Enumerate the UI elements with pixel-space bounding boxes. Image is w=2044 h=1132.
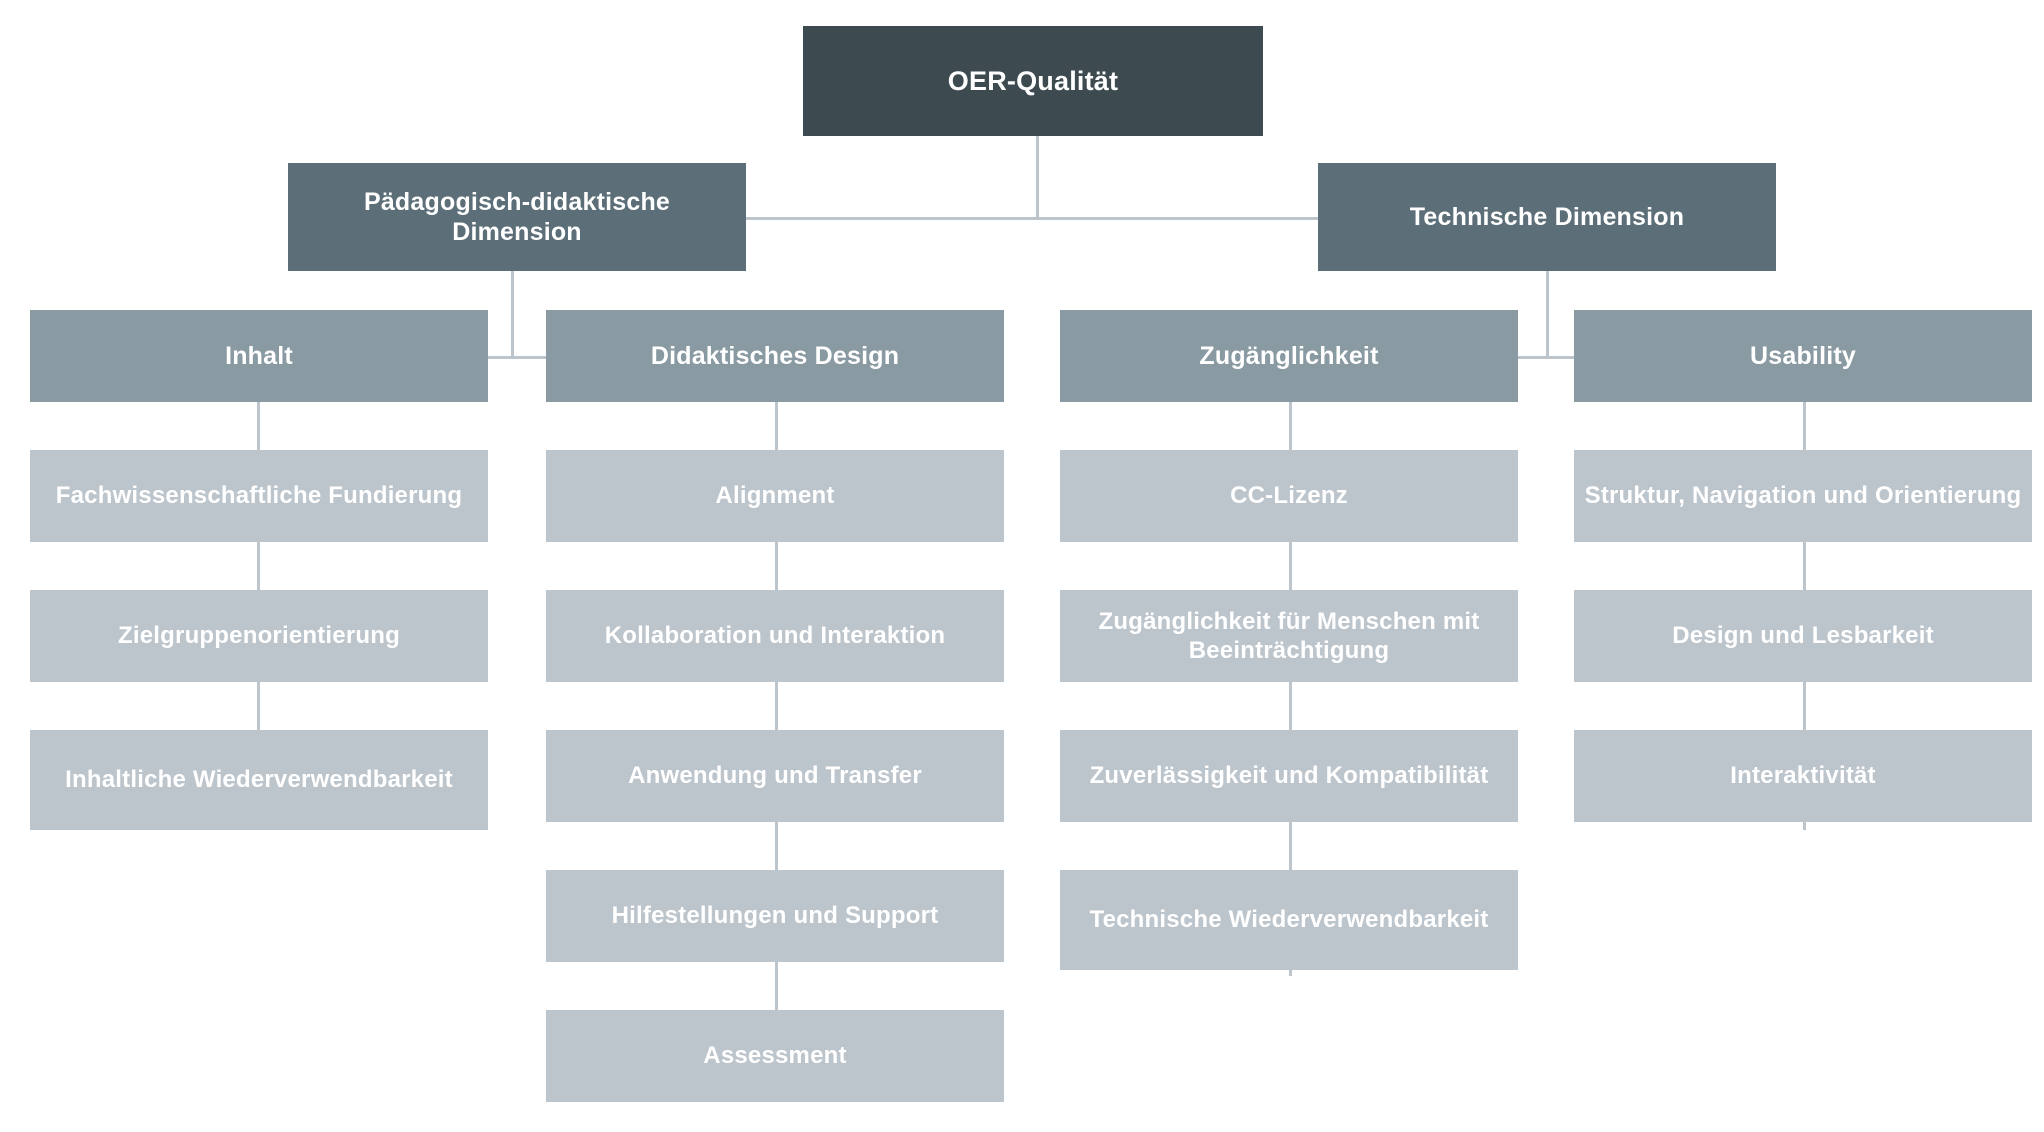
node-didactic-item-5: Assessment [546, 1010, 1004, 1102]
node-usability-item-1: Struktur, Navigation und Orientierung [1574, 450, 2032, 542]
node-usability-item-3: Interaktivität [1574, 730, 2032, 822]
node-root: OER-Qualität [803, 26, 1263, 136]
node-accessibility-item-2: Zugänglichkeit für Menschen mit Beeinträchtigung [1060, 590, 1518, 682]
node-usability-item-2: Design und Lesbarkeit [1574, 590, 2032, 682]
node-dimension-pedagogical: Pädagogisch-didaktische Dimension [288, 163, 746, 271]
connector-technical-down [1546, 268, 1549, 358]
node-didactic-item-2: Kollaboration und Interaktion [546, 590, 1004, 682]
node-accessibility-item-4: Technische Wiederverwendbarkeit [1060, 870, 1518, 970]
node-accessibility-item-1: CC-Lizenz [1060, 450, 1518, 542]
connector-root-down [1036, 134, 1039, 218]
node-accessibility-item-3: Zuverlässigkeit und Kompatibilität [1060, 730, 1518, 822]
node-category-accessibility: Zugänglichkeit [1060, 310, 1518, 402]
node-didactic-item-4: Hilfestellungen und Support [546, 870, 1004, 962]
node-content-item-1: Fachwissenschaftliche Fundierung [30, 450, 488, 542]
node-category-content: Inhalt [30, 310, 488, 402]
node-category-didactic-design: Didaktisches Design [546, 310, 1004, 402]
node-content-item-2: Zielgruppenorientierung [30, 590, 488, 682]
node-dimension-technical: Technische Dimension [1318, 163, 1776, 271]
connector-pedagogical-down [511, 268, 514, 358]
node-didactic-item-1: Alignment [546, 450, 1004, 542]
node-didactic-item-3: Anwendung und Transfer [546, 730, 1004, 822]
node-content-item-3: Inhaltliche Wiederverwendbarkeit [30, 730, 488, 830]
node-category-usability: Usability [1574, 310, 2032, 402]
